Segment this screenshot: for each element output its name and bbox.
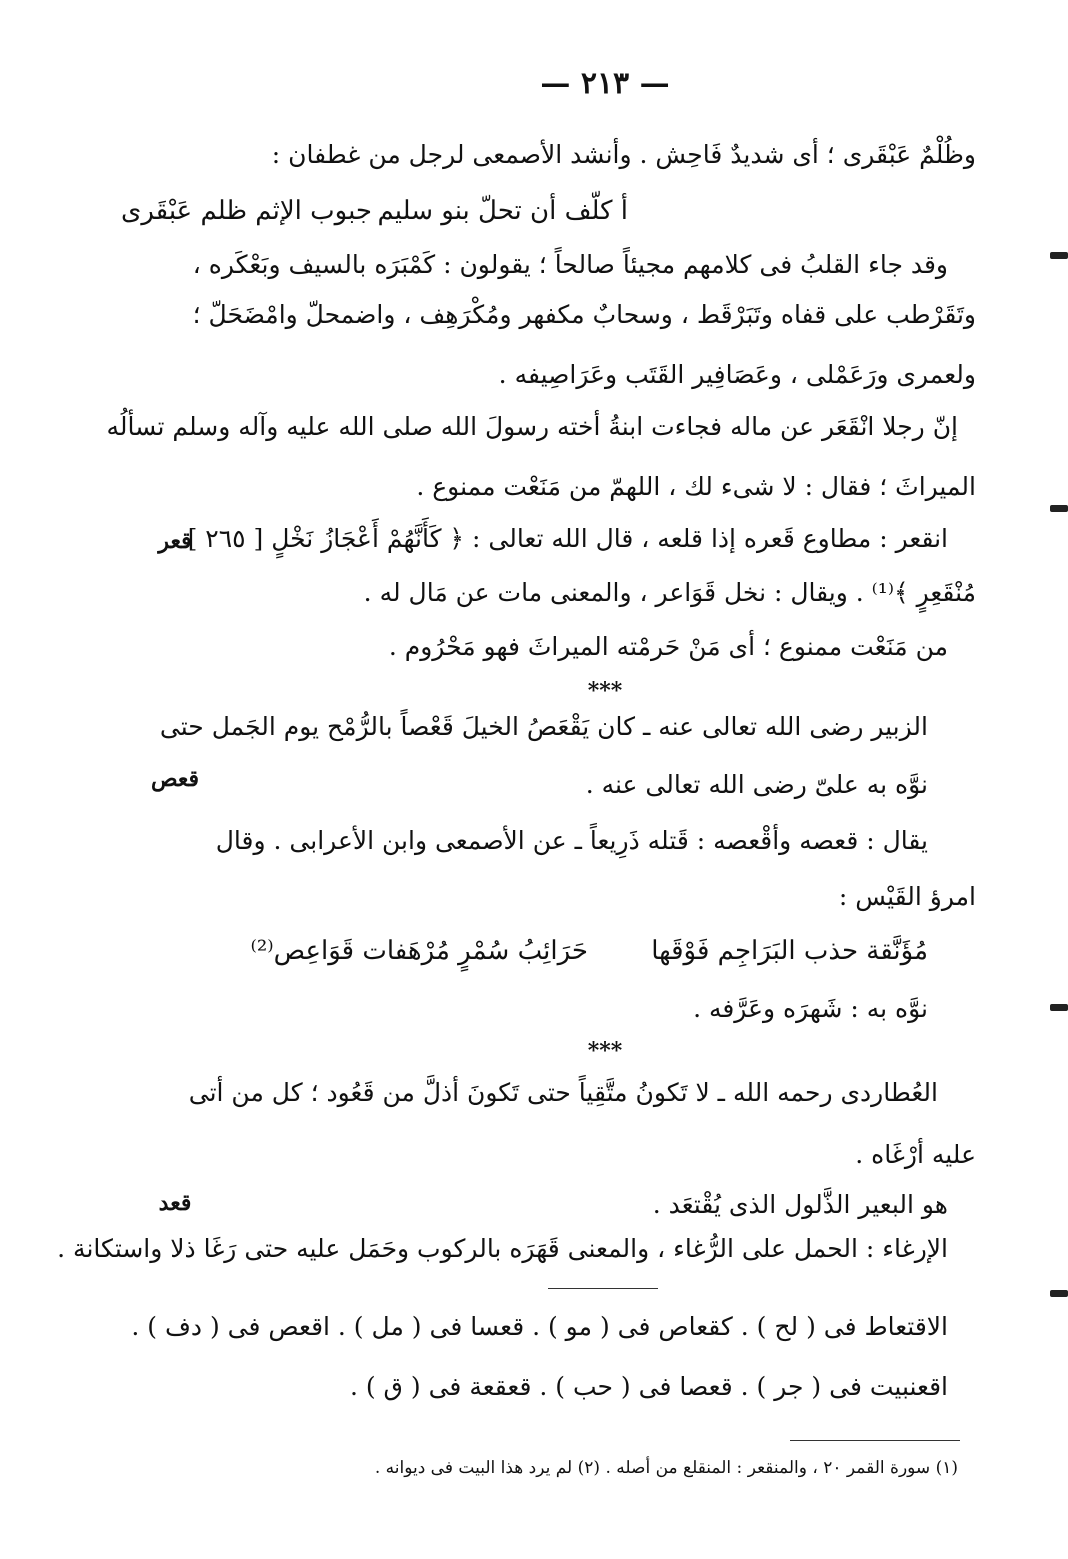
body-line: ولعمرى ورَعَمْلى ، وعَصَافِير القَتَب وعَرَاصِيفه . (498, 360, 976, 389)
short-divider (548, 1288, 658, 1289)
body-line: هو البعير الذَّلول الذى يُقْتعَد . (652, 1190, 948, 1219)
body-line: اقعنبيت فى ( جر ) . قعصا فى ( حب ) . قعقعة فى ( ق ) . (349, 1372, 948, 1401)
body-line: امرؤ القَيْس : (838, 882, 976, 911)
body-line: نوَّه به : شَهرَه وعَرَّفه . (693, 994, 928, 1023)
body-line: إنّ رجلا انْقَعَر عن ماله فجاءت ابنةُ أخته رسولَ الله صلى الله عليه وآله وسلم تسألُه (106, 412, 958, 441)
verse-1-first-hemistich: أ كلّف أن تحلّ بنو سليم (377, 196, 628, 226)
body-line: وتَقَرْطب على قفاه وتَبَرْقَط ، وسحابٌ مكفهر ومُكْرَهِف ، واضمحلّ وامْضَحَلّ ؛ (192, 300, 976, 329)
body-line: عليه أرْغَاه . (855, 1140, 976, 1169)
body-line: الزبير رضى الله تعالى عنه ـ كان يَقْعَصُ الخيلَ قَعْصاً بالرُّمْح يوم الجَمل حتى (159, 712, 928, 741)
verse-2-first-hemistich: مُؤَنَّقة حذب البَرَاجِم فَوْقَها (651, 936, 928, 966)
footnote-divider (790, 1440, 960, 1441)
section-separator-stars: *** (587, 678, 623, 704)
margin-keyword-qaar: قعر (158, 528, 192, 554)
body-line: من مَنَعْت ممنوع ؛ أى مَنْ حَرمْته الميراثَ فهو مَحْرُوم . (388, 632, 948, 661)
margin-keyword-qaad: قعد (158, 1190, 192, 1216)
scan-edge-mark (1050, 1290, 1068, 1297)
verse-2-second-hemistich: حَرَائِبُ سُمْرٍ مُرْهَفات قَوَاعِص⁽²⁾ (250, 936, 588, 966)
scan-edge-mark (1050, 505, 1068, 512)
footnotes: (١) سورة القمر ٢٠ ، والمنقعر : المنقلع من أصله . (٢) لم يرد هذا البيت فى ديوانه . (374, 1458, 958, 1478)
body-line: مُنْقَعِرٍ ﴾⁽¹⁾ . ويقال : نخل قَوَاعر ، والمعنى مات عن مَال له . (363, 578, 976, 607)
body-line: وقد جاء القلبُ فى كلامهم مجيئاً صالحاً ؛ يقولون : كَمْبَرَه بالسيف وبَعْكَره ، (192, 250, 948, 279)
body-line: يقال : قعصه وأقْعصه : قَتله ذَرِيعاً ـ عن الأصمعى وابن الأعرابى . وقال (215, 826, 928, 855)
body-line: انقعر : مطاوع قَعره إذا قلعه ، قال الله تعالى : ﴿ كَأَنَّهُمْ أَعْجَازُ نَخْلٍ [ ٢٦٥ ] (187, 524, 948, 553)
body-line: الاقتعاط فى ( لح ) . كقعاص فى ( مو ) . قعسا فى ( مل ) . اقعص فى ( دف ) . (131, 1312, 948, 1341)
body-line: نوَّه به علىّ رضى الله تعالى عنه . (585, 770, 928, 799)
scan-edge-mark (1050, 252, 1068, 259)
verse-1-second-hemistich: جبوب الإثم ظلم عَبْقَرى (120, 196, 372, 226)
scan-edge-mark (1050, 1004, 1068, 1011)
body-line: وظُلْمٌ عَبْقَرى ؛ أى شديدٌ فَاحِش . وأنشد الأصمعى لرجل من غطفان : (271, 140, 976, 169)
page-number: — ٢١٣ — (540, 66, 670, 101)
section-separator-stars: *** (587, 1038, 623, 1064)
margin-keyword-qaas: قعص (150, 766, 200, 792)
body-line: الميراثَ ؛ فقال : لا شىء لك ، اللهمّ من مَنَعْت ممنوع . (416, 472, 976, 501)
body-line: العُطاردى رحمه الله ـ لا تَكونُ متَّقِياً حتى تَكونَ أذلَّ من قَعُود ؛ كل من أتى (188, 1078, 938, 1107)
body-line: الإرغاء : الحمل على الرُّغاء ، والمعنى قَهَرَه بالركوب وحَمَل عليه حتى رَغَا ذلا واستكانة . (57, 1234, 948, 1263)
